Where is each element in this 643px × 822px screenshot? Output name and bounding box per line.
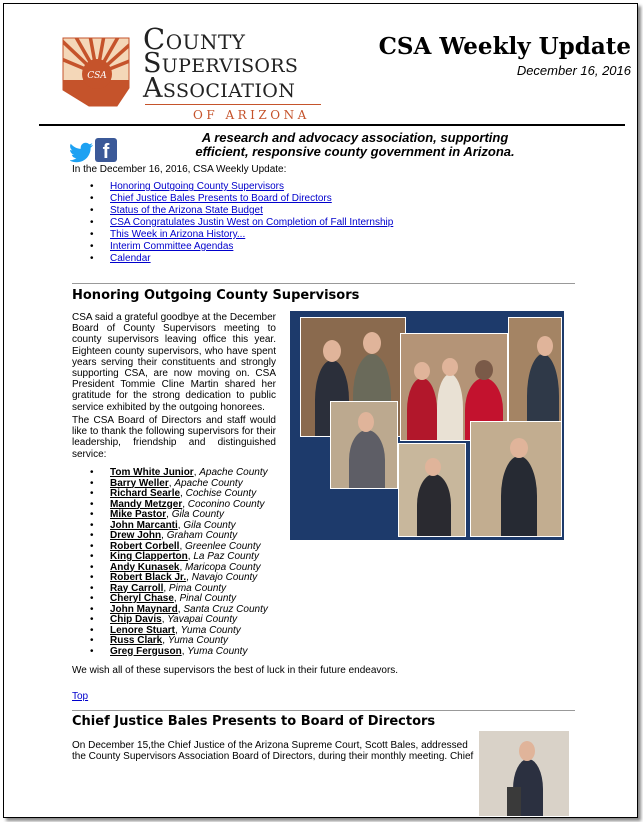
logo-badge-text: CSA — [87, 71, 107, 81]
issue-date: December 16, 2016 — [516, 63, 631, 78]
supervisor-name: Greg Ferguson — [110, 645, 182, 657]
supervisor-name: Barry Weller — [110, 477, 169, 489]
section-divider — [72, 283, 575, 284]
supervisor-county: Yuma County — [180, 624, 241, 636]
section-title-chief-justice: Chief Justice Bales Presents to Board of Directors — [72, 714, 436, 729]
list-item: • King Clapperton, La Paz County — [110, 552, 268, 563]
supervisor-county: Apache County — [199, 467, 268, 478]
toc-link-budget[interactable]: Status of the Arizona State Budget — [110, 205, 263, 216]
supervisor-name: Andy Kunasek — [110, 561, 180, 573]
supervisor-county: Cochise County — [185, 488, 257, 499]
list-item — [110, 181, 393, 193]
honorees-photo-collage — [290, 311, 564, 540]
csa-logo[interactable] — [55, 20, 330, 124]
toc-link-chief-justice[interactable]: Chief Justice Bales Presents to Board of Directors — [110, 193, 332, 204]
supervisor-county: Pinal County — [179, 593, 237, 604]
supervisor-county: Navajo County — [191, 572, 258, 583]
top-link[interactable]: Top — [72, 691, 89, 702]
list-item: • Andy Kunasek, Maricopa County — [110, 563, 268, 574]
list-item: • Drew John, Graham County — [110, 531, 268, 542]
supervisor-name: Chip Davis — [110, 614, 162, 625]
contents-intro: In the December 16, 2016, CSA Weekly Update: — [72, 164, 287, 175]
supervisor-county: Greenlee County — [185, 540, 261, 552]
supervisor-name: Cheryl Chase — [110, 593, 174, 604]
toc-link-calendar[interactable]: Calendar — [110, 253, 151, 264]
list-item — [110, 241, 393, 253]
list-item: • Greg Ferguson, Yuma County — [110, 647, 268, 658]
list-item: • John Marcanti, Gila County — [110, 521, 268, 532]
supervisor-county: La Paz County — [193, 551, 259, 562]
chief-justice-line-2: the County Supervisors Association Board of Directors, during their monthly meeting. Chief — [72, 751, 474, 762]
list-item — [110, 253, 393, 265]
toc-link-history[interactable]: This Week in Arizona History... — [110, 229, 246, 240]
supervisor-county: Gila County — [183, 519, 236, 531]
page-title: CSA Weekly Update — [378, 33, 631, 60]
supervisor-name: Ray Carroll — [110, 582, 164, 594]
list-item: • Tom White Junior, Apache County — [110, 468, 268, 479]
list-item: • Mandy Metzger, Coconino County — [110, 500, 268, 511]
toc-link-honoring[interactable]: Honoring Outgoing County Supervisors — [110, 181, 284, 192]
supervisor-name: Lenore Stuart — [110, 624, 176, 636]
podium-photo-2 — [398, 443, 466, 537]
logo-subtitle: OF ARIZONA — [193, 108, 310, 122]
supervisor-county: Pima County — [168, 582, 227, 594]
table-of-contents — [110, 181, 393, 265]
list-item — [110, 229, 393, 241]
supervisor-county: Graham County — [166, 530, 238, 541]
supervisor-name: Mandy Metzger — [110, 498, 183, 510]
section-divider — [72, 710, 575, 711]
section-title-honoring: Honoring Outgoing County Supervisors — [72, 288, 360, 303]
supervisor-county: Coconino County — [187, 498, 265, 510]
supervisor-name: Mike Pastor — [110, 509, 167, 520]
supervisor-list — [110, 468, 268, 657]
honoring-closing: We wish all of these supervisors the best of luck in their future endeavors. — [72, 665, 399, 676]
list-item: • John Maynard, Santa Cruz County — [110, 605, 268, 616]
list-item — [110, 217, 393, 229]
list-item: • Robert Black Jr., Navajo County — [110, 573, 268, 584]
supervisor-name: John Maynard — [110, 603, 178, 615]
list-item: • Lenore Stuart, Yuma County — [110, 626, 268, 637]
supervisor-name: Russ Clark — [110, 635, 163, 646]
logo-divider — [145, 104, 321, 105]
podium-photo-3 — [470, 421, 562, 537]
toc-link-agendas[interactable]: Interim Committee Agendas — [110, 241, 234, 252]
list-item — [110, 193, 393, 205]
list-item: • Barry Weller, Apache County — [110, 479, 268, 490]
supervisor-county: Maricopa County — [185, 561, 261, 573]
supervisor-name: Richard Searle — [110, 488, 181, 499]
supervisor-county: Apache County — [174, 477, 243, 489]
chief-justice-photo — [479, 731, 569, 816]
list-item: • Robert Corbell, Greenlee County — [110, 542, 268, 553]
supervisor-county: Santa Cruz County — [183, 603, 268, 615]
twitter-icon[interactable] — [70, 142, 94, 164]
tagline-line-2: efficient, responsive county government in Arizona. — [195, 144, 515, 159]
list-item: • Ray Carroll, Pima County — [110, 584, 268, 595]
toc-link-internship[interactable]: CSA Congratulates Justin West on Completion of Fall Internship — [110, 217, 394, 228]
supervisor-county: Yavapai County — [167, 614, 238, 625]
podium-photo-1 — [330, 401, 398, 489]
supervisor-name: Robert Corbell — [110, 540, 180, 552]
list-item: • Russ Clark, Yuma County — [110, 636, 268, 647]
tagline — [150, 131, 560, 159]
list-item: • Richard Searle, Cochise County — [110, 489, 268, 500]
honoring-paragraph-2: The CSA Board of Directors and staff would like to thank the following supervisors for their leadership, friendship and distinguished service: — [72, 415, 276, 460]
supervisor-county: Gila County — [171, 509, 224, 520]
supervisor-county: Yuma County — [167, 635, 229, 646]
supervisor-county: Yuma County — [187, 645, 248, 657]
facebook-icon[interactable]: f — [95, 138, 117, 162]
list-item: • Chip Davis, Yavapai County — [110, 615, 268, 626]
logo-line-supervisors: Supervisors — [143, 48, 299, 79]
list-item: • Mike Pastor, Gila County — [110, 510, 268, 521]
logo-line-association: Association — [143, 73, 296, 104]
logo-line-county: County — [143, 22, 246, 56]
supervisor-name: Drew John — [110, 530, 162, 541]
list-item — [110, 205, 393, 217]
honoring-paragraph-1: CSA said a grateful goodbye at the December Board of County Supervisors meeting to county supervisors leaving office this year. Eighteen county supervisors, who have spent years serving their constituents and strongly supporting CSA, are now moving on. CSA President Tommie Cline Martin shared her gratitude for the strong dedication to public service exhibited by the outgoing honorees. — [72, 312, 276, 413]
supervisor-name: Robert Black Jr. — [110, 572, 187, 583]
header-divider — [39, 124, 625, 126]
supervisor-name: John Marcanti — [110, 519, 178, 531]
supervisor-name: Tom White Junior — [110, 467, 194, 478]
tagline-line-1: A research and advocacy association, supporting — [201, 130, 509, 145]
list-item: • Cheryl Chase, Pinal County — [110, 594, 268, 605]
supervisor-name: King Clapperton — [110, 551, 188, 562]
arizona-sun-emblem-icon — [59, 28, 137, 110]
chief-justice-line-1: On December 15,the Chief Justice of the Arizona Supreme Court, Scott Bales, addressed — [72, 740, 468, 751]
